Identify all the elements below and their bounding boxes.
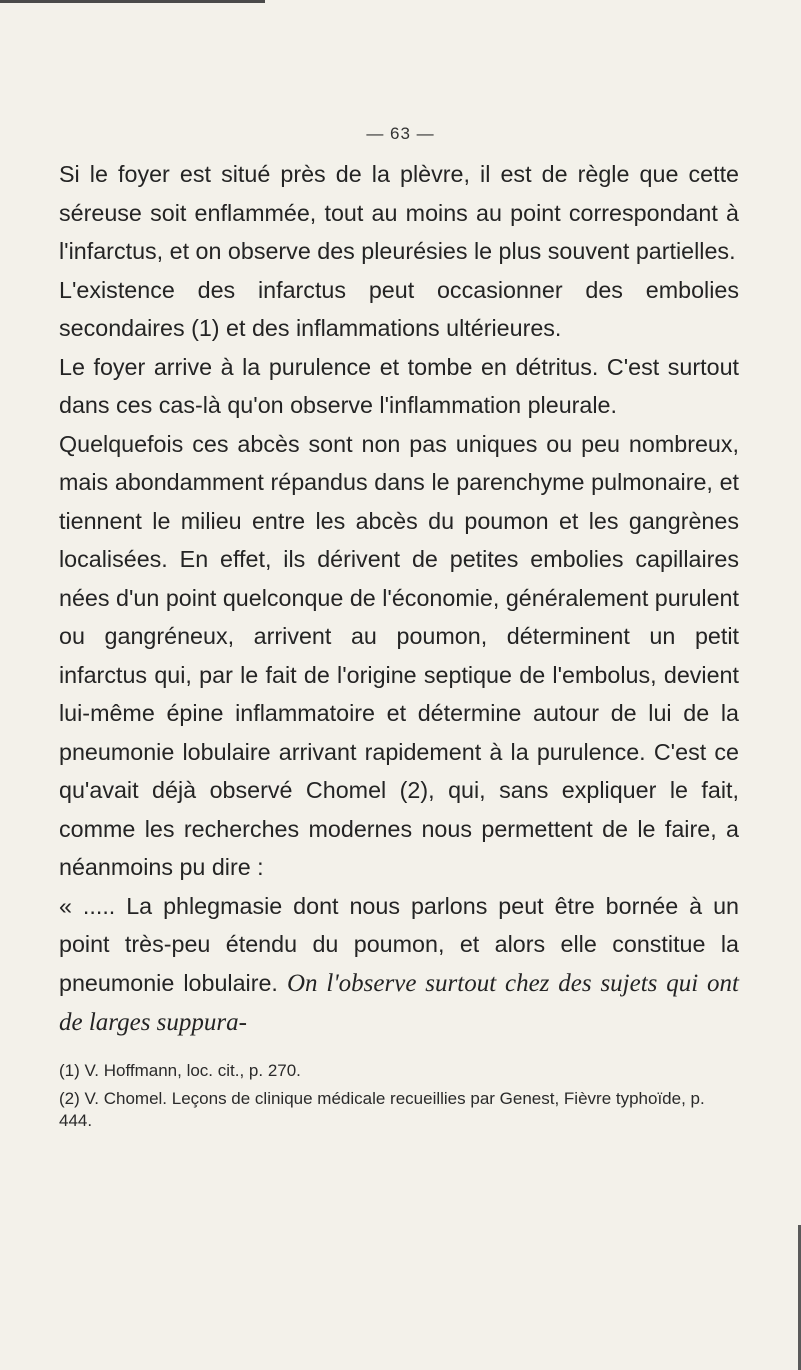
- quote-italic: On l'observe surtout chez des sujets qui ont de larges suppura-: [59, 969, 739, 1036]
- paragraph-1: Si le foyer est situé près de la plèvre, il est de règle que cette séreuse soit enflammée, tout au moins au point correspondant à l'infarctus, et on observe des pleurésies le plus souvent partielles.: [59, 161, 739, 264]
- page-number: — 63 —: [366, 124, 435, 143]
- quote-roman: « ..... La phlegmasie dont nous parlons peut être bornée à un point très-peu étendu du poumon, et alors elle constitue la pneumonie lobulaire.: [59, 892, 739, 996]
- footnote-1: (1) V. Hoffmann, loc. cit., p. 270.: [59, 1061, 301, 1080]
- paragraph-2: L'existence des infarctus peut occasionner des embolies secondaires (1) et des inflammations ultérieures.: [59, 276, 739, 341]
- top-edge-rule: [0, 0, 265, 3]
- footnotes: [59, 1060, 739, 1132]
- main-text: [59, 155, 739, 1043]
- footnote-2: (2) V. Chomel. Leçons de clinique médicale recueillies par Genest, Fièvre typhoïde, p. 444.: [59, 1089, 705, 1130]
- quote-paragraph: [59, 887, 739, 1043]
- paragraph-3: Le foyer arrive à la purulence et tombe en détritus. C'est surtout dans ces cas-là qu'on observe l'inflammation pleurale.: [59, 353, 739, 418]
- paragraph-4: Quelquefois ces abcès sont non pas uniques ou peu nombreux, mais abondamment répandus dans le parenchyme pulmonaire, et tiennent le milieu entre les abcès du poumon et les gangrènes localisées. En effet, ils dérivent de petites embolies capillaires nées d'un point quelconque de l'économie, généralement purulent ou gangréneux, arrivent au poumon, déterminent un petit infarctus qui, par le fait de l'origine septique de l'embolus, devient lui-même épine inflammatoire et détermine autour de lui de la pneumonie lobulaire arrivant rapidement à la purulence. C'est ce qu'avait déjà observé Chomel (2), qui, sans expliquer le fait, comme les recherches modernes nous permettent de le faire, a néanmoins pu dire :: [59, 430, 739, 880]
